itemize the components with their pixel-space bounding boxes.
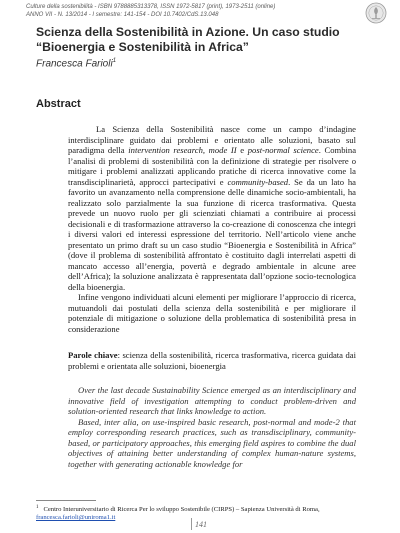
keywords xyxy=(68,350,356,371)
english-paragraph-2: Based, inter alia, on use-inspired basic research, post-normal and mode-2 that employ corresponding research practices, such as transdisciplinary, community-based, or participatory approaches, this emerging field aspires to combine the dual objectives of attaining better understanding of complex human-nature systems, together with generating actionable knowledge for xyxy=(68,416,356,469)
abstract-paragraph-1: La Scienza della Sostenibilità nasce come un campo d’indagine interdisciplinare guidato dai problemi e orientato alle soluzioni, basato sul paradigma della intervention research, mode II e post-normal science. Combina l’analisi di problemi di sostenibilità con la definizione di strategie per risolvere o mitigare i problemi analizzati applicando pratiche di ricerca innovative come la transdisciplinarietà, approcci partecipativi e community-based. Se da un lato ha favorito un avanzamento nella comprensione delle dinamiche socio-ambientali, ha realizzato solo parzialmente la sua funzione di ricerca trasformativa. Questa prevede un nuovo ruolo per gli scienziati chiamati a contribuire ai processi decisionali e di trasformazione attraverso la co-creazione di conoscenza che integri i diversi valori ed interessi espressione del territorio. Nell’articolo viene anche presentato un primo draft su un caso studio “Bioenergia e Sostenibilità in Africa” (dove il problema di sostenibilità affrontato è costituito dagli interrelati aspetti di mancato accesso all’energia, povertà e degrado ambientale in alcune aree dell’Africa); la soluzione analizzata è rappresentata dall’opzione socio-tecnologica della bioenergia. xyxy=(68,124,357,292)
running-head-line-2: ANNO VII - N. 13/2014 - I semestre: 141-154 - DOI 10.7402/CdS.13.048 xyxy=(26,11,219,18)
running-head-line-1: Culture della sostenibilità - ISBN 9788885313378, ISSN 1972-5817 (print), 1973-2511 (online) xyxy=(26,4,276,10)
page-number-divider xyxy=(191,518,192,530)
keywords-label: Parole chiave xyxy=(68,350,118,360)
abstract-body xyxy=(68,124,356,334)
footnote-text: Centro Interuniversitario di Ricerca Per lo sviluppo Sostenibile (CIRPS) – Sapienza Università di Roma, xyxy=(43,506,320,514)
keywords-text: : scienza della sostenibilità, ricerca trasformativa, ricerca guidata dai problemi e orientata alle soluzioni, bioenergia xyxy=(68,350,356,371)
english-paragraph-1: Over the last decade Sustainability Science emerged as an interdisciplinary and innovative field of investigation attempting to conduct problem-driven and solution-oriented research that links knowledge to action. xyxy=(68,385,356,416)
abstract-heading: Abstract xyxy=(36,98,81,110)
author-line xyxy=(36,58,116,69)
author-name: Francesca Farioli xyxy=(36,58,113,70)
english-abstract xyxy=(68,385,356,469)
author-footnote-mark: 1 xyxy=(112,58,117,64)
running-head xyxy=(26,4,346,19)
article-title: Scienza della Sostenibilità in Azione. Un caso studio “Bioenergia e Sostenibilità in Africa” xyxy=(36,25,340,54)
page-number: 141 xyxy=(195,520,207,529)
abstract-paragraph-2: Infine vengono individuati alcuni elementi per migliorare l’approccio di ricerca, mutuandoli dai postulati della scienza della sostenibilità e per migliorare il potenziale di mitigazione o soluzione della problematica di sostenibilità presa in considerazione xyxy=(68,292,356,334)
footnote-email-link[interactable]: francesca.farioli@uniroma1.it xyxy=(36,514,116,522)
footnote-mark: 1 xyxy=(36,505,39,510)
footnote-divider xyxy=(36,500,96,501)
university-seal-logo xyxy=(365,2,387,24)
